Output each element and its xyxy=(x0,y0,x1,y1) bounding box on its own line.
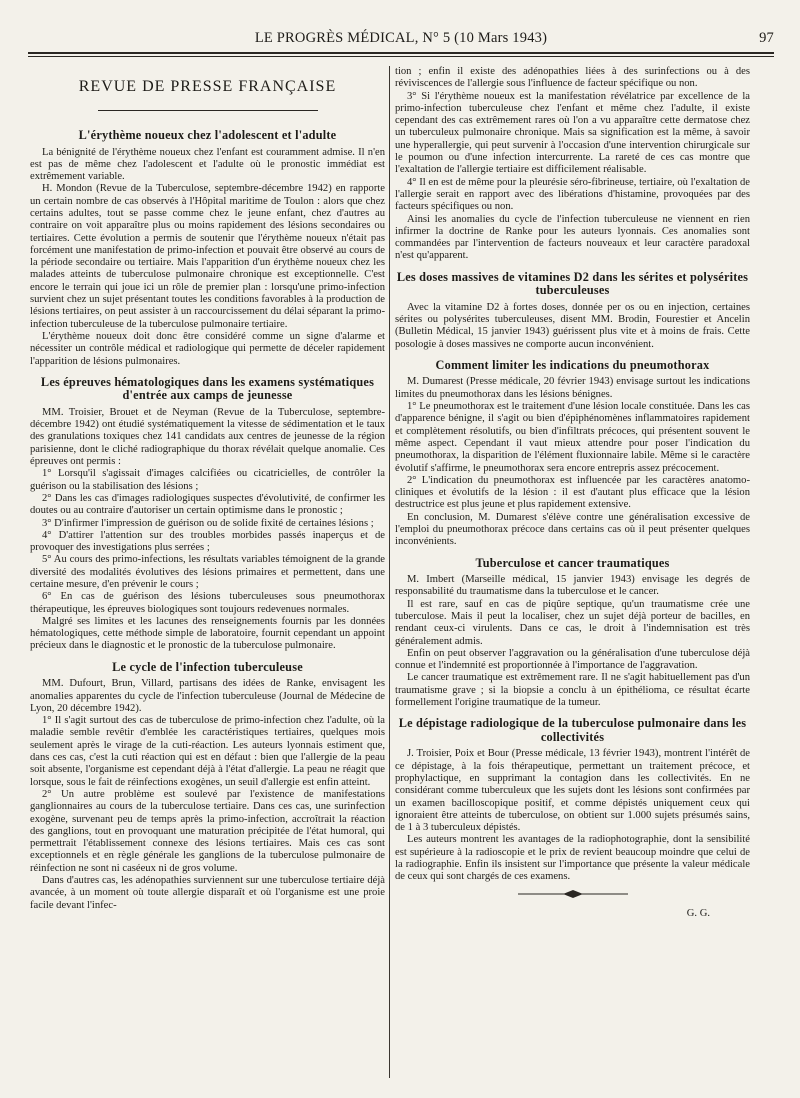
article-paragraph: 2° Un autre problème est soulevé par l'existence de manifestations ganglionnaires au cours de la tuberculose tertiaire. Dans ces cas, une surinfection exogène, survenant peu de temps après la primo-infection, accroîtrait la réaction des ganglions, tout en provoquant une maturation précipitée de l'état humoral, qui permettrait l'établissement connexe des lésions tertiaires. Mais ces cas sont exceptionnels et en règle générale les ganglions de la tuberculose pulmonaire de réinfection ne sont ni caséeux ni de gros volume. xyxy=(30,788,385,874)
article-paragraph: 1° Lorsqu'il s'agissait d'images calcifiées ou cicatricielles, de contrôler la guérison ou la stabilisation des lésions ; xyxy=(30,468,385,492)
article-paragraph: 1° Le pneumothorax est le traitement d'une lésion locale constituée. Dans les cas d'apparence bénigne, il s'agit ou bien d'épiphénomènes inflammatoires rapidement et complètement résolutifs, ou bien d'infiltrats précoces, qui présentent souvent le même aspect. Cependant il vaut mieux attendre pour poser l'indication du pneumothorax, la disparition de l'élément fluxionnaire labile. Même si le caractère évolutif s'affirme, le pneumothorax sera encore entrepris assez précocement. xyxy=(395,401,750,474)
article-paragraph: L'érythème noueux doit donc être considéré comme un signe d'alarme et nécessiter un contrôle médical et radiologique qui permette de déceler rapidement l'apparition de lésions pulmonaires. xyxy=(30,330,385,367)
right-column xyxy=(395,66,750,1074)
article-title: Les doses massives de vitamines D2 dans les sérites et polysérites tuberculeuses xyxy=(396,269,749,298)
journal-title: LE PROGRÈS MÉDICAL, N° 5 (10 Mars 1943) xyxy=(254,30,548,46)
ornament-divider xyxy=(395,890,750,902)
article-paragraph: Il est rare, sauf en cas de piqûre septique, qu'un traumatisme crée une tuberculose. Mais il peut la localiser, chez un sujet déjà porteur de bacilles, en rendant ceux-ci virulents. Dans ce cas, le droit à l'indemnisation est très généralement admis. xyxy=(395,598,750,647)
page-header xyxy=(28,30,774,50)
signature: G. G. xyxy=(686,907,710,919)
article-paragraph: 1° Il s'agit surtout des cas de tuberculose de primo-infection chez l'adulte, où la maladie semble revêtir d'emblée les caractéristiques tertiaires, quelques mois seulement après le virage de la cuti-réaction. Les auteurs lyonnais estiment que, dans ces cas, c'est la cuti réaction qui est en défaut : bien que l'allergie de la peau soit absente, l'organisme est cependant déjà à l'état d'allergie. La peau ne réagit que lorsque, sous le fait de réinfections exogènes, un seuil d'allergie est enfin atteint. xyxy=(30,715,385,788)
article-paragraph: M. Imbert (Marseille médical, 15 janvier 1943) envisage les degrés de responsabilité du traumatisme dans la tuberculose et le cancer. xyxy=(395,574,750,598)
article-title: Le dépistage radiologique de la tuberculose pulmonaire dans les collectivités xyxy=(398,716,747,744)
article-paragraph: 6° En cas de guérison des lésions tuberculeuses sous pneumothorax thérapeutique, les épreuves biologiques sont toujours redevenues normales. xyxy=(30,591,385,615)
article-paragraph: 4° Il en est de même pour la pleurésie séro-fibrineuse, tertiaire, où l'exaltation de l'allergie serait en rapport avec des libérations d'histamine, provoquées par des facteurs spécifiques ou non. xyxy=(395,176,750,213)
article-paragraph: Ainsi les anomalies du cycle de l'infection tuberculeuse ne viennent en rien infirmer la doctrine de Ranke pour les auteurs lyonnais. Ces anomalies sont commandées par l'intervention de facteurs nouveaux et leur caractère paradoxal n'est qu'apparent. xyxy=(395,213,750,262)
article-paragraph: tion ; enfin il existe des adénopathies liées à des surinfections ou à des réviviscences de l'allergie sous l'influence de facteur spécifique ou non. xyxy=(395,66,750,90)
article-title: Les épreuves hématologiques dans les examens systématiques d'entrée aux camps de jeunesse xyxy=(40,374,375,403)
article-paragraph: MM. Troisier, Brouet et de Neyman (Revue de la Tuberculose, septembre-décembre 1942) ont étudié systématiquement la vitesse de sédimentation et le taux des granulations toxiques chez 141 candidats aux centres de jeunesse de la région parisienne, dont le cliché radiographique du thorax révélait quelque anomalie. Ces épreuves ont permis : xyxy=(30,406,385,468)
page-number: 97 xyxy=(759,30,774,46)
article-paragraph: Les auteurs montrent les avantages de la radiophotographie, dont la sensibilité est supérieure à la radioscopie et le prix de revient beaucoup moindre que celui de la radiographie. Enfin ils insistent sur l'importance que présente la valeur médicale de ceux qui sont chargés de ces examens. xyxy=(395,834,750,883)
left-column xyxy=(30,66,385,1074)
article-paragraph: MM. Dufourt, Brun, Villard, partisans des idées de Ranke, envisagent les anomalies apparentes du cycle de l'infection tuberculeuse (Journal de Médecine de Lyon, 20 décembre 1942). xyxy=(30,678,385,714)
article-title: L'érythème noueux chez l'adolescent et l'adulte xyxy=(78,128,337,142)
article-paragraph: En conclusion, M. Dumarest s'élève contre une généralisation excessive de l'emploi du pneumothorax précoce dans certains cas où il peut présenter quelques inconvénients. xyxy=(395,511,750,548)
article-paragraph: H. Mondon (Revue de la Tuberculose, septembre-décembre 1942) en rapporte un certain nombre de cas observés à l'Hôpital maritime de Toulon : alors que chez certains adultes, tout se passe comme chez le jeune enfant, chez d'autres au contraire on voit apparaître plus ou moins rapidement des lésions secondaires ou tertiaires. Cette évolution a permis de soutenir que l'érythème noueux n'était pas forcément une manifestation de primo-infection et pouvait être observé au cours de la période secondaire ou tertiaire. Mais l'apparition d'un érythème noueux chez les malades atteints de tuberculose pulmonaire chronique est exceptionnelle. C'est encore le terrain qui joue ici un rôle de premier plan : lorsqu'une primo-infection survient chez un sujet présentant toutes les conditions favorables à la production de lésions tertiaires, on peut assister à un raccourcissement du délai séparant la primo-infection tuberculeuse de la tuberculose pulmonaire tertiaire. xyxy=(30,183,385,330)
article-paragraph: 2° L'indication du pneumothorax est influencée par les caractères anatomo-cliniques et évolutifs de la lésion : il est d'autant plus efficace que la lésion destructrice est plus jeune et plus rapidement extensive. xyxy=(395,474,750,511)
article-paragraph: Le cancer traumatique est extrêmement rare. Il ne s'agit habituellement pas d'un traumatisme grave ; si la biopsie a conclu à un épithélioma, ce résultat écarte formellement l'origine traumatique de la tumeur. xyxy=(395,672,750,709)
article-paragraph: M. Dumarest (Presse médicale, 20 février 1943) envisage surtout les indications limites du pneumothorax dans les lésions bénignes. xyxy=(395,376,750,400)
column-divider xyxy=(389,66,390,1078)
article-paragraph: Malgré ses limites et les lacunes des renseignements fournis par les données hématologiques, cette méthode simple de laboratoire, fournit cependant un appoint précieux dans le diagnostic et le pronostic de la tuberculose pulmonaire. xyxy=(30,615,385,652)
rubric-rule xyxy=(98,110,318,111)
article-paragraph: Dans d'autres cas, les adénopathies surviennent sur une tuberculose tertiaire déjà avancée, à un moment où toute allergie disparaît et où l'organisme est une proie facile devant l'infec- xyxy=(30,875,385,911)
article-paragraph: J. Troisier, Poix et Bour (Presse médicale, 13 février 1943), montrent l'intérêt de ce dépistage, à la fois thérapeutique, permettant un traitement précoce, et prophylactique, en supprimant la contagion dans les collectivités. En ne considérant comme tuberculeux que les sujets dont les lésions sont confirmées par un examen bacilloscopique positif, et comme dépistés uniquement ceux qui ignoraient être atteints de tuberculose, on obtient sur 1.000 sujets présumés sains, de 1 à 3 tuberculeux dépistés. xyxy=(395,748,750,834)
article-paragraph: La bénignité de l'érythème noueux chez l'enfant est couramment admise. Il n'en est pas de même chez l'adolescent et l'adulte où le pronostic immédiat est extrêmement variable. xyxy=(30,146,385,183)
article-title: Le cycle de l'infection tuberculeuse xyxy=(112,659,303,674)
article-paragraph: 2° Dans les cas d'images radiologiques suspectes d'évolutivité, de confirmer les doutes ou au contraire d'autoriser un certain optimisme dans le pronostic ; xyxy=(30,492,385,517)
article-paragraph: 4° D'attirer l'attention sur des troubles morbides passés inaperçus et de provoquer des investigations plus serrées ; xyxy=(30,529,385,554)
article-paragraph: 3° Si l'érythème noueux est la manifestation révélatrice par excellence de la primo-infection tuberculeuse chez l'enfant et même chez l'adulte, il existe cependant des cas extrêmement rares où l'on a vu apparaître cette dermatose chez un tuberculeux pulmonaire chronique. Mais sa signification est la même, à savoir une hyperallergie, qui peut survenir à l'occasion d'une intervention chirurgicale sur le poumon ou d'une infection intercurrente. La rareté de ces cas montre que l'exaltation de l'allergie tertiaire est difficilement réalisable. xyxy=(395,90,750,176)
header-rule-thin xyxy=(28,56,774,57)
article-title: Comment limiter les indications du pneumothorax xyxy=(435,357,710,372)
rubric-title: REVUE DE PRESSE FRANÇAISE xyxy=(78,78,337,95)
article-paragraph: 5° Au cours des primo-infections, les résultats variables témoignent de la grande diversité des modalités évolutives des lésions primaires et permettent, dans une certaine mesure, d'en prévenir le cours ; xyxy=(30,554,385,590)
article-title: Tuberculose et cancer traumatiques xyxy=(475,555,670,570)
article-paragraph: Avec la vitamine D2 à fortes doses, donnée per os ou en injection, certaines sérites ou polysérites tuberculeuses, disent MM. Brodin, Fourestier et Ancelin (Bulletin Médical, 15 janvier 1943) guérissent plus vite et à moins de frais. Cette posologie à doses massives ne comporte aucun inconvénient. xyxy=(395,301,750,350)
article-paragraph: Enfin on peut observer l'aggravation ou la généralisation d'une tuberculose déjà connue et l'indemnité est proportionnée à l'importance de l'aggravation. xyxy=(395,647,750,672)
header-rule-thick xyxy=(28,52,774,54)
article-paragraph: 3° D'infirmer l'impression de guérison ou de solide fixité de certaines lésions ; xyxy=(42,517,374,529)
